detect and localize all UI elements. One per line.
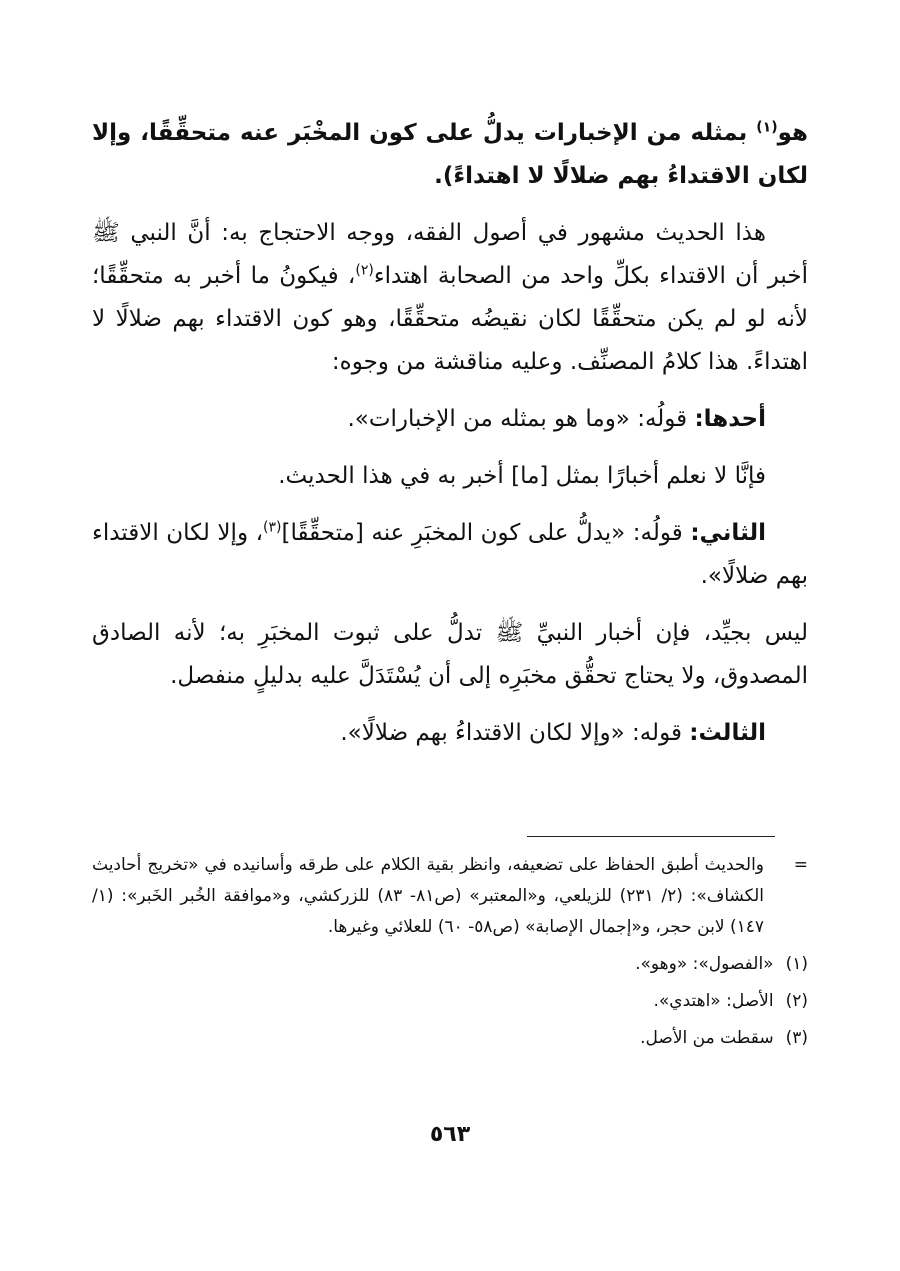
page-number: ٥٦٣ xyxy=(429,1122,471,1147)
footnote-ref-1: (١) xyxy=(756,119,778,136)
footnote-item xyxy=(92,949,808,980)
footnote-text: سقطت من الأصل. xyxy=(640,1028,774,1048)
third-point-text: قوله: «وإلا لكان الاقتداءُ بهم ضلالًا». xyxy=(340,720,690,746)
paragraph-first-response: فإنَّا لا نعلم أخبارًا بمثل [ما] أخبر به في هذا الحديث. xyxy=(278,463,766,489)
quote-rest-text: بمثله من الإخبارات يدلُّ على كون المخْبَر عنه متحقِّقًا، وإلا لكان الاقتداءُ بهم ضلالًا لا اهتداءً). xyxy=(92,120,808,189)
continuation-text: والحديث أطبق الحفاظ على تضعيفه، وانظر بقية الكلام على طرقه وأسانيده في «تخريج أحاديث الكشاف»: (٢/ ٢٣١) للزيلعي، و«المعتبر» (ص٨١- ٨٣) للزركشي، و«موافقة الخُبر الخَبر»: (١/ ١٤٧) لابن حجر، و«إجمال الإصابة» (ص٥٨- ٦٠) للعلائي وغيرها. xyxy=(92,855,764,937)
continuation-marker: = xyxy=(793,855,808,875)
footnote-continuation xyxy=(92,850,808,943)
quote-start-text: هو xyxy=(777,120,808,146)
footnote-ref-3: (٣) xyxy=(263,519,282,536)
second-point-label: الثاني: xyxy=(690,520,766,546)
footnotes xyxy=(92,850,808,1060)
footnote-item xyxy=(92,1023,808,1054)
footnote-number: (٣) xyxy=(785,1028,808,1048)
paragraph-explanation xyxy=(92,212,808,384)
paragraph-third-point xyxy=(92,712,808,755)
footnote-ref-2: (٢) xyxy=(355,262,374,279)
first-point-text: قولُه: «وما هو بمثله من الإخبارات». xyxy=(347,406,695,432)
paragraph-second-response: ليس بجيِّد، فإن أخبار النبيِّ ﷺ تدلُّ على ثبوت المخبَرِ به؛ لأنه الصادق المصدوق، ولا يحتاج تحقُّق مخبَرِه إلى أن يُسْتَدَلَّ عليه بدليلٍ منفصل. xyxy=(92,620,808,689)
paragraph-first-point xyxy=(92,398,808,441)
footnote-text: «الفصول»: «وهو». xyxy=(635,954,774,974)
explanation-text-b: ، فيكونُ ما أخبر به متحقِّقًا؛ لأنه لو لم يكن متحقِّقًا لكان نقيضُه متحقِّقًا، وهو كون الاقتداء بهم ضلالًا لا اهتداءً. هذا كلامُ المصنِّف. وعليه مناقشة من وجوه: xyxy=(92,263,808,375)
second-point-text-a: قولُه: «يدلُّ على كون المخبَرِ عنه [متحقِّقًا] xyxy=(281,520,691,546)
first-point-label: أحدها: xyxy=(694,406,766,432)
third-point-label: الثالث: xyxy=(689,720,766,746)
paragraph-quote-end xyxy=(92,112,808,198)
footnote-number: (١) xyxy=(785,954,808,974)
footnote-text: الأصل: «اهتدي». xyxy=(653,991,774,1011)
paragraph-second-point xyxy=(92,512,808,598)
footnote-item xyxy=(92,986,808,1017)
footnote-number: (٢) xyxy=(785,991,808,1011)
main-text xyxy=(92,112,808,769)
footnote-separator xyxy=(527,836,775,837)
explanation-text-a: هذا الحديث مشهور في أصول الفقه، ووجه الاحتجاج به: أنَّ النبي ﷺ أخبر أن الاقتداء بكلِّ واحد من الصحابة اهتداء xyxy=(92,220,808,289)
second-point-text-b: ، وإلا لكان الاقتداء بهم ضلالًا». xyxy=(92,520,808,589)
